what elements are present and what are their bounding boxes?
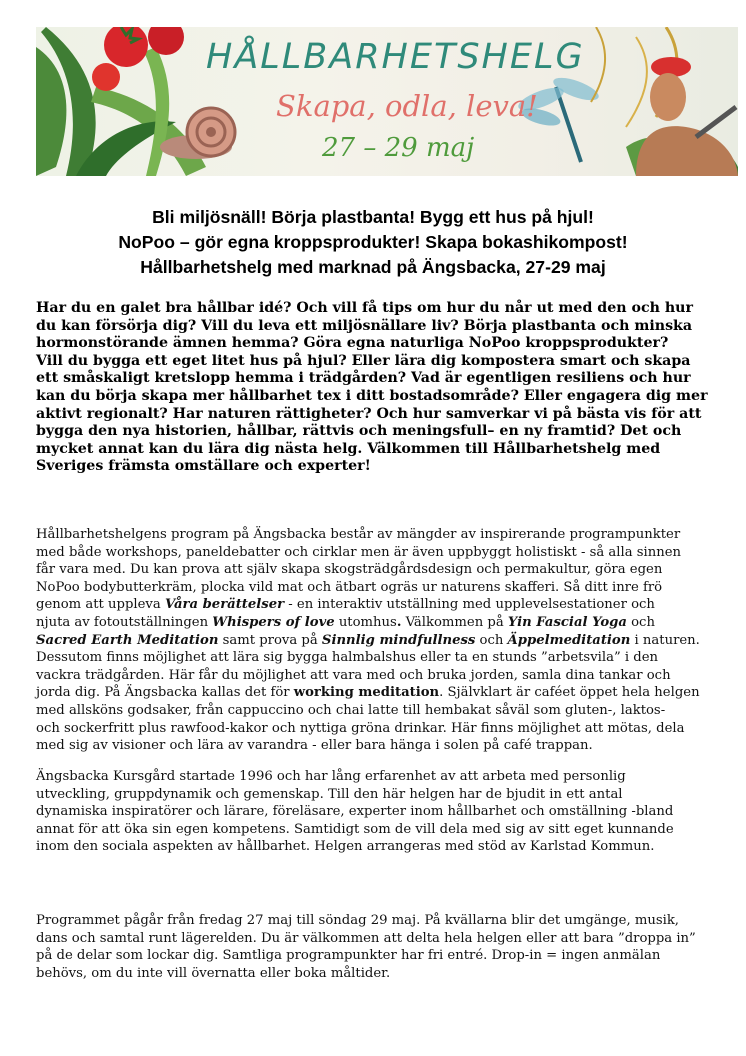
program-paragraph bbox=[36, 526, 716, 755]
intro-line: kan du börja skapa mer hållbarhet tex i ditt bostadsområde? Eller engagera dig mer bbox=[36, 387, 708, 404]
text-span: och bbox=[475, 632, 508, 648]
paragraph-line bbox=[36, 684, 716, 702]
text-span: njuta av fotoutställningen bbox=[36, 614, 213, 630]
paragraph-line: dynamiska inspiratörer och lärare, föreläsare, experter inom hållbarhet och omställning -bland bbox=[36, 804, 674, 820]
headline-block bbox=[40, 205, 706, 280]
paragraph-line: Hållbarhetshelgens program på Ängsbacka består av mängder av inspirerande programpunkter bbox=[36, 527, 681, 542]
session-title: Sacred Earth Meditation bbox=[36, 632, 219, 648]
paragraph-line: får vara med. Du kan prova att själv skapa skogsträdgårdsdesign och permakultur, göra egen bbox=[36, 562, 663, 578]
session-title: Sinnlig mindfullness bbox=[321, 632, 476, 648]
text-span: utomhus bbox=[334, 614, 397, 630]
paragraph-line: behövs, om du inte vill övernatta eller boka måltider. bbox=[36, 965, 391, 981]
intro-line: Vill du bygga ett eget litet hus på hjul? Eller lära dig kompostera smart och skapa bbox=[36, 352, 691, 369]
event-banner bbox=[36, 27, 738, 176]
session-title: Yin Fascial Yoga bbox=[507, 614, 627, 630]
intro-line: aktivt regionalt? Har naturen rättigheter? Och hur samverkar vi på bästa vis för att bbox=[36, 405, 702, 422]
text-span: i naturen. bbox=[630, 632, 700, 648]
text-span: - en interaktiv utställning med upplevelsestationer och bbox=[284, 597, 655, 613]
paragraph-line: med både workshops, paneldebatter och cirklar men är även uppbyggt holistiskt - så alla sinnen bbox=[36, 544, 682, 560]
intro-line: ett småskaligt kretslopp hemma i trädgården? Vad är egentligen resiliens och hur bbox=[36, 370, 691, 387]
organizer-paragraph bbox=[36, 768, 716, 856]
headline-line: Hållbarhetshelg med marknad på Ängsbacka, 27-29 maj bbox=[140, 257, 606, 277]
paragraph-line: Ängsbacka Kursgård startade 1996 och har lång erfarenhet av att arbeta med personlig bbox=[36, 769, 626, 784]
paragraph-line: med allsköns godsaker, från cappuccino och chai latte till hembakat såväl som gluten-, laktos- bbox=[36, 702, 666, 718]
person-photo-icon bbox=[636, 57, 738, 176]
text-span: och bbox=[626, 614, 655, 630]
paragraph-line bbox=[36, 632, 716, 650]
headline-line: NoPoo – gör egna kroppsprodukter! Skapa bokashikompost! bbox=[118, 232, 628, 252]
intro-line: Sveriges främsta omställare och experter! bbox=[36, 458, 371, 475]
tomatoes-icon bbox=[92, 27, 184, 91]
text-span: . bbox=[396, 614, 402, 630]
paragraph-line: NoPoo bodybutterkräm, plocka vild mat och ätbart ogräs ur naturens skafferi. Så ditt inre frö bbox=[36, 579, 663, 595]
intro-line: mycket annat kan du lära dig nästa helg. Välkommen till Hållbarhetshelg med bbox=[36, 440, 661, 457]
headline-line: Bli miljösnäll! Börja plastbanta! Bygg ett hus på hjul! bbox=[152, 207, 594, 227]
paragraph-line: vackra trädgården. Här får du möjlighet att vara med och bruka jorden, samla dina tankar och bbox=[36, 667, 671, 683]
banner-title: HÅLLBARHETSHELG bbox=[206, 37, 585, 77]
paragraph-line: Dessutom finns möjlighet att lära sig bygga halmbalshus eller ta en stunds ”arbetsvila” i den bbox=[36, 650, 659, 666]
text-span: . Självklart är caféet öppet hela helgen bbox=[439, 685, 700, 701]
paragraph-line: på de delar som lockar dig. Samtliga programpunkter har fri entré. Drop-in = ingen anmälan bbox=[36, 948, 661, 964]
session-title: working meditation bbox=[293, 685, 440, 701]
intro-line: Har du en galet bra hållbar idé? Och vill få tips om hur du når ut med den och hur bbox=[36, 300, 693, 316]
intro-line: hormonstörande ämnen hemma? Göra egna naturliga NoPoo kroppsprodukter? bbox=[36, 335, 669, 352]
paragraph-line: med sig av visioner och lära av varandra - eller bara hänga i solen på café trappan. bbox=[36, 738, 593, 754]
intro-line: bygga den nya historien, hållbar, rättvis och meningsfull– en ny framtid? Det och bbox=[36, 423, 682, 440]
paragraph-line bbox=[36, 614, 716, 632]
paragraph-line: och sockerfritt plus rawfood-kakor och nyttiga gröna drinkar. Här finns möjlighet att mötas, dela bbox=[36, 720, 685, 736]
text-span: jorda dig. På Ängsbacka kallas det för bbox=[36, 685, 294, 701]
paragraph-line: Programmet pågår från fredag 27 maj till söndag 29 maj. På kvällarna blir det umgänge, musik, bbox=[36, 913, 679, 928]
exhibition-title: Våra berättelser bbox=[164, 597, 285, 613]
paragraph-line bbox=[36, 596, 716, 614]
text-span: Välkommen på bbox=[401, 614, 508, 630]
text-span: samt prova på bbox=[218, 632, 322, 648]
paragraph-line: inom den sociala aspekten av hållbarhet. Helgen arrangeras med stöd av Karlstad Kommun. bbox=[36, 839, 655, 855]
text-span: genom att uppleva bbox=[36, 597, 165, 613]
intro-line: du kan försörja dig? Vill du leva ett miljösnällare liv? Börja plastbanta och minska bbox=[36, 317, 693, 334]
schedule-paragraph bbox=[36, 912, 716, 982]
session-title: Äppelmeditation bbox=[507, 632, 631, 648]
intro-paragraph bbox=[36, 300, 716, 476]
banner-subtitle: Skapa, odla, leva! bbox=[276, 89, 538, 123]
paragraph-line: dans och samtal runt lägerelden. Du är välkommen att delta hela helgen eller att bara ”droppa in” bbox=[36, 930, 696, 946]
paragraph-line: annat för att öka sin egen kompetens. Samtidigt som de vill dela med sig av sitt eget kunnande bbox=[36, 821, 674, 837]
banner-dates: 27 – 29 maj bbox=[322, 133, 475, 163]
exhibition-title: Whispers of love bbox=[212, 614, 335, 630]
paragraph-line: utveckling, gruppdynamik och gemenskap. Till den här helgen har de bjudit in ett antal bbox=[36, 786, 623, 802]
